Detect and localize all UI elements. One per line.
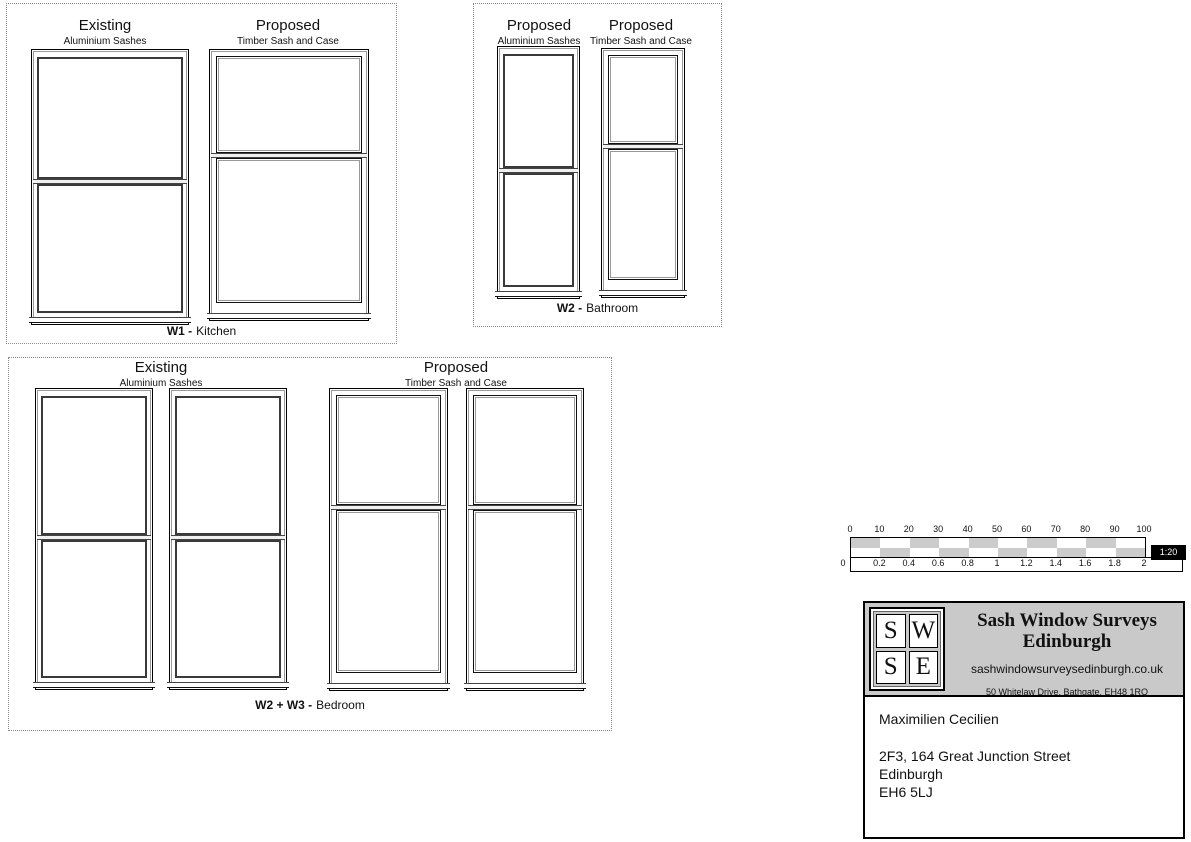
company-name-line2: Edinburgh [1022,631,1112,652]
scale-tick-label: 30 [933,524,944,534]
client-address [879,747,1169,801]
column-subtitle: Aluminium Sashes [497,35,581,47]
room-name: Kitchen [196,324,237,338]
scale-tick-label: 80 [1080,524,1091,534]
scale-tick-label: 70 [1050,524,1061,534]
logo-letter: E [909,651,939,685]
scale-tick-label: 1 [994,558,1000,568]
scale-checker-cell [1057,538,1086,548]
column-title: Proposed [423,359,489,376]
scale-tick-label: 50 [991,524,1003,534]
column-subtitle: Timber Sash and Case [405,377,507,389]
scale-checker-cell [1027,538,1056,548]
scale-tick-label: 0.6 [931,558,945,568]
scale-tick-label: 1.8 [1108,558,1121,568]
column-title: Existing [134,359,188,376]
scale-tick-label: 10 [874,524,885,534]
scale-bar-bottom-box [850,557,1183,572]
window-ref: W1 - [166,324,193,338]
window-drawings-area [9,358,611,730]
company-logo [869,607,945,691]
client-name: Maximilien Cecilien [879,711,999,727]
scale-tick-label: 0.2 [873,558,886,568]
column-title: Proposed [255,17,321,34]
window-ref: W2 - [556,301,583,315]
client-address-line: 2F3, 164 Great Junction Street [879,748,1071,764]
window-drawing-existing [31,49,189,325]
panel-label-w2-bathroom [557,301,638,315]
scale-checker-cell [969,538,998,548]
column-title: Existing [78,17,132,34]
panel-label-w1-kitchen [167,324,236,338]
logo-letter: S [876,651,906,685]
company-name-line1: Sash Window Surveys [977,610,1157,631]
company-header-text [951,603,1183,697]
scale-checker-cell [910,538,939,548]
room-name: Bathroom [586,301,639,315]
window-ref: W2 + W3 - [255,698,313,712]
logo-letter: W [909,614,939,648]
scale-tick-label: 1.6 [1078,558,1092,568]
window-drawing-proposed [329,388,448,691]
company-website: sashwindowsurveysedinburgh.co.uk [970,662,1164,676]
logo-letter: S [876,614,906,648]
scale-tick-label: 100 [1136,524,1152,534]
window-drawings-area [7,4,396,343]
scale-tick-label: 40 [962,524,973,534]
column-subtitle: Aluminium Sashes [119,377,203,389]
company-address: 50 Whitelaw Drive, Bathgate, EH48 1RQ [985,687,1149,697]
window-drawing-proposed [601,48,685,298]
window-drawing-proposed [209,49,369,321]
scale-tick-label: 1.4 [1049,558,1063,568]
client-address-line: EH6 5LJ [879,784,933,800]
scale-tick-label: 1.2 [1020,558,1033,568]
panel-w2-bathroom [473,3,722,327]
scale-tick-label: 20 [903,524,914,534]
column-title: Proposed [506,17,572,34]
scale-ratio-badge: 1:20 [1151,545,1186,560]
scale-checker-cell [1116,538,1145,548]
scale-checker-cell [880,538,909,548]
column-subtitle: Timber Sash and Case [237,35,339,47]
logo-grid [873,611,941,687]
scale-tick-label: 90 [1109,524,1120,534]
scale-checker-cell [1086,538,1115,548]
company-name [951,603,1183,652]
client-info [865,697,1183,813]
title-block-header [865,603,1183,697]
title-block [863,601,1185,839]
column-title: Proposed [608,17,674,34]
panel-w2-w3-bedroom [8,357,612,731]
column-subtitle: Timber Sash and Case [590,35,692,47]
client-address-line: Edinburgh [879,766,943,782]
window-drawing-existing [35,388,153,690]
scale-tick-label: 0 [840,558,846,568]
scale-tick-label: 60 [1021,524,1032,534]
window-drawing-existing [169,388,287,690]
scale-bar [840,524,1190,574]
scale-checker-cell [998,538,1027,548]
window-drawing-proposed [466,388,584,691]
scale-tick-label: 0.8 [961,558,974,568]
panel-label-w2-w3-bedroom [255,698,365,712]
scale-checker-cell [939,538,968,548]
scale-tick-label: 2 [1141,558,1147,568]
panel-w1-kitchen [6,3,397,344]
window-drawings-area [474,4,721,326]
scale-bar-checker [850,537,1146,559]
column-subtitle: Aluminium Sashes [63,35,147,47]
window-drawing-existing [497,46,580,299]
scale-tick-label: 0 [847,524,853,534]
room-name: Bedroom [316,698,365,712]
scale-tick-label: 0.4 [902,558,916,568]
scale-checker-cell [851,538,880,548]
